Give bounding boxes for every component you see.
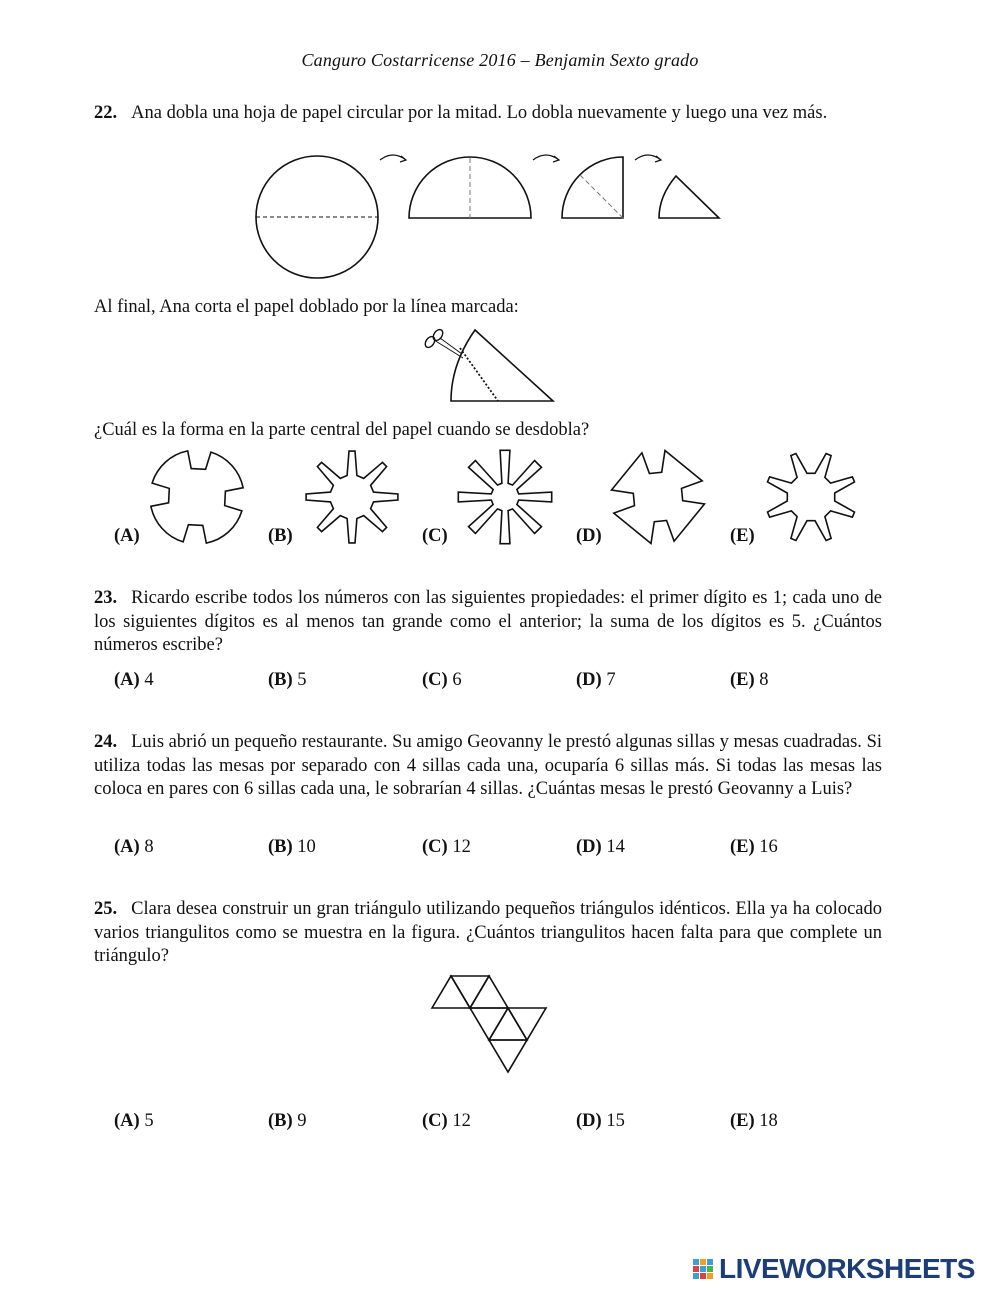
q24-option-a[interactable]: (A) 8 <box>114 837 154 857</box>
q23-option-e[interactable]: (E) 8 <box>730 670 769 690</box>
question-number: 23. <box>94 588 118 608</box>
liveworksheets-logo <box>693 1255 993 1285</box>
question-number: 22. <box>94 103 118 123</box>
question-22-question-text: ¿Cuál es la forma en la parte central del papel cuando se desdobla? <box>94 420 590 440</box>
page-header: Canguro Costarricense 2016 – Benjamin Sexto grado <box>301 50 699 70</box>
small-triangle <box>451 976 489 1008</box>
q25-option-b[interactable]: (B) 9 <box>268 1111 307 1131</box>
q25-option-c[interactable]: (C) 12 <box>422 1111 471 1131</box>
small-triangle <box>432 976 470 1008</box>
option-e-label[interactable]: (E) <box>730 526 755 546</box>
q25-option-d[interactable]: (D) 15 <box>576 1111 625 1131</box>
question-text: Luis abrió un pequeño restaurante. Su amigo Geovanny le prestó algunas sillas y mesas cuadradas. Si utiliza todas las mesas por separado con 4 sillas cada una, ocuparía 6 sillas más. Si todas las mesas las coloca en pares con 6 sillas cada una, le sobrarían 4 sillas. ¿Cuántas mesas le prestó Geovanny a Luis? <box>94 732 882 799</box>
small-triangle <box>508 1008 546 1040</box>
logo-icon <box>693 1259 717 1283</box>
small-triangle <box>489 1040 527 1072</box>
option-d-label[interactable]: (D) <box>576 526 602 546</box>
question-22-cut-text: Al final, Ana corta el papel doblado por la línea marcada: <box>94 297 519 317</box>
q23-option-c[interactable]: (C) 6 <box>422 670 462 690</box>
small-triangle <box>489 1008 527 1040</box>
small-triangle <box>470 1008 508 1040</box>
q24-option-c[interactable]: (C) 12 <box>422 837 471 857</box>
q24-option-b[interactable]: (B) 10 <box>268 837 316 857</box>
q24-option-d[interactable]: (D) 14 <box>576 837 625 857</box>
small-triangle <box>470 976 508 1008</box>
q23-option-b[interactable]: (B) 5 <box>268 670 307 690</box>
question-text: Clara desea construir un gran triángulo utilizando pequeños triángulos idénticos. Ella ya ha colocado varios triangulitos como se muestra en la figura. ¿Cuántos triangulitos hacen falta para que complete un triángulo? <box>94 899 882 966</box>
q25-option-a[interactable]: (A) 5 <box>114 1111 154 1131</box>
q25-option-e[interactable]: (E) 18 <box>730 1111 778 1131</box>
option-b-label[interactable]: (B) <box>268 526 293 546</box>
q23-option-a[interactable]: (A) 4 <box>114 670 154 690</box>
question-text: Ana dobla una hoja de papel circular por la mitad. Lo dobla nuevamente y luego una vez más. <box>131 103 828 123</box>
option-c-label[interactable]: (C) <box>422 526 448 546</box>
q24-option-e[interactable]: (E) 16 <box>730 837 778 857</box>
q23-option-d[interactable]: (D) 7 <box>576 670 616 690</box>
question-text: Ricardo escribe todos los números con las siguientes propiedades: el primer dígito es 1; cada uno de los siguientes dígitos es al menos tan grande como el anterior; la suma de los dígitos es 5. ¿Cuántos números escribe? <box>94 588 882 655</box>
question-number: 24. <box>94 732 118 752</box>
question-number: 25. <box>94 899 118 919</box>
option-a-label[interactable]: (A) <box>114 526 140 546</box>
logo-text: LIVEWORKSHEETS <box>719 1253 975 1284</box>
